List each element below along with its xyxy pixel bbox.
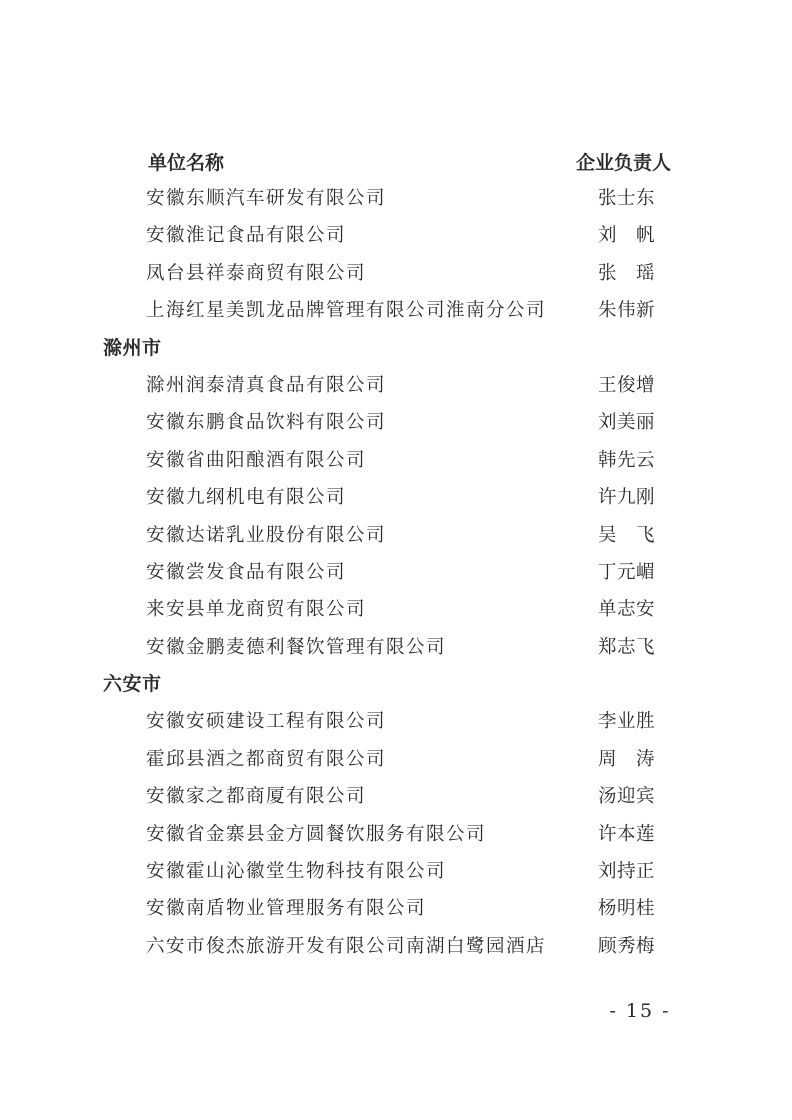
- responsible-person: 张 瑶: [598, 262, 656, 284]
- list-item: [0, 292, 792, 329]
- responsible-person: 周 涛: [598, 748, 656, 770]
- responsible-person: 汤迎宾: [598, 786, 656, 808]
- responsible-person: 杨明桂: [598, 898, 656, 920]
- list-item: [0, 517, 792, 554]
- list-item: [0, 217, 792, 254]
- company-name: 安徽南盾物业管理服务有限公司: [146, 898, 427, 920]
- responsible-person: 单志安: [598, 599, 656, 621]
- responsible-person: 王俊增: [598, 374, 656, 396]
- city-heading: [0, 330, 792, 367]
- responsible-person: 顾秀梅: [598, 935, 656, 957]
- list-item: [0, 778, 792, 815]
- city-name: 六安市: [103, 673, 162, 696]
- responsible-person: 许九刚: [598, 487, 656, 509]
- list-item: [0, 703, 792, 740]
- company-name: 安徽家之都商厦有限公司: [146, 786, 367, 808]
- company-name: 凤台县祥泰商贸有限公司: [146, 262, 367, 284]
- company-name: 安徽省曲阳酿酒有限公司: [146, 449, 367, 471]
- list-item: [0, 741, 792, 778]
- company-name: 安徽九纲机电有限公司: [146, 487, 347, 509]
- responsible-person: 张士东: [598, 188, 656, 209]
- company-name: 滁州润泰清真食品有限公司: [146, 374, 387, 396]
- list-item: [0, 591, 792, 628]
- list-item: [0, 928, 792, 965]
- company-name: 安徽达诺乳业股份有限公司: [146, 524, 387, 546]
- responsible-person: 吴 飞: [598, 524, 656, 546]
- company-name: 安徽霍山沁徽堂生物科技有限公司: [146, 861, 447, 883]
- company-name: 来安县单龙商贸有限公司: [146, 599, 367, 621]
- responsible-person: 朱伟新: [598, 300, 656, 322]
- list-item: [0, 853, 792, 890]
- responsible-person: 许本莲: [598, 823, 656, 845]
- list-item: [0, 367, 792, 404]
- page-number: - 15 -: [609, 1000, 671, 1022]
- responsible-person: 刘美丽: [598, 412, 656, 434]
- table-header: [0, 146, 792, 176]
- city-name: 滁州市: [103, 336, 162, 359]
- list-item: [0, 554, 792, 591]
- company-list: [0, 180, 792, 965]
- list-item: [0, 180, 792, 217]
- list-item: [0, 255, 792, 292]
- list-item: [0, 816, 792, 853]
- company-name: 安徽安硕建设工程有限公司: [146, 711, 387, 733]
- responsible-person: 刘持正: [598, 861, 656, 883]
- company-name: 霍邱县酒之都商贸有限公司: [146, 748, 387, 770]
- list-item: [0, 890, 792, 927]
- list-item: [0, 479, 792, 516]
- list-item: [0, 629, 792, 666]
- responsible-person: 丁元嵋: [598, 561, 656, 583]
- company-name: 安徽金鹏麦德利餐饮管理有限公司: [146, 636, 447, 658]
- company-name: 六安市俊杰旅游开发有限公司南湖白鹭园酒店: [146, 935, 547, 957]
- responsible-person: 郑志飞: [598, 636, 656, 658]
- responsible-person: 李业胜: [598, 711, 656, 733]
- header-person: 企业负责人: [576, 152, 672, 174]
- company-name: 安徽尝发食品有限公司: [146, 561, 347, 583]
- city-heading: [0, 666, 792, 703]
- company-name: 安徽东鹏食品饮料有限公司: [146, 412, 387, 434]
- responsible-person: 韩先云: [598, 449, 656, 471]
- company-name: 安徽东顺汽车研发有限公司: [146, 188, 387, 209]
- list-item: [0, 442, 792, 479]
- list-item: [0, 404, 792, 441]
- header-company: 单位名称: [148, 152, 225, 174]
- responsible-person: 刘 帆: [598, 225, 656, 247]
- company-name: 安徽省金寨县金方圆餐饮服务有限公司: [146, 823, 487, 845]
- company-name: 安徽淮记食品有限公司: [146, 225, 347, 247]
- company-name: 上海红星美凯龙品牌管理有限公司淮南分公司: [146, 300, 547, 322]
